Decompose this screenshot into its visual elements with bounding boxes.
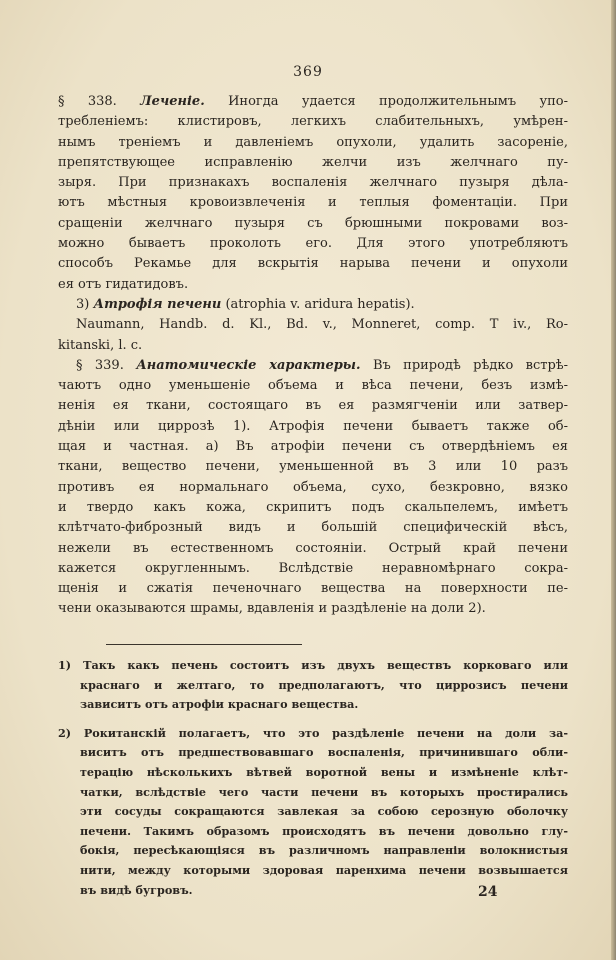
text-line: и твердо какъ кожа, скрипитъ подъ скальпелемъ, имѣетъ (58, 499, 568, 515)
text-line: щенія и сжатія печеночнаго вещества на поверхности пе- (58, 581, 568, 597)
text-line: ютъ мѣстныя кровоизвлеченія и теплыя фоментаціи. При (58, 195, 568, 211)
footnote-line: печени. Такимъ образомъ происходятъ въ печени довольно глу- (80, 823, 568, 838)
footnote-divider (106, 644, 302, 645)
paragraph (58, 356, 568, 620)
footnote-line: эти сосуды сокращаются завлекая за собою серозную оболочку (80, 804, 568, 819)
paragraph (58, 92, 568, 295)
section-heading: Анатомическіе характеры. (136, 357, 361, 373)
text-line (58, 295, 568, 315)
text-line: чаютъ одно уменьшеніе объема и вѣса печени, безъ измѣ- (58, 378, 568, 394)
footnote-line: чатки, вслѣдствіе чего части печени въ которыхъ простирались (80, 784, 568, 799)
text-line: зыря. При признакахъ воспаленія желчнаго пузыря дѣла- (58, 175, 568, 191)
text-line: kitanski, l. c. (58, 337, 143, 353)
footnote-line: зависитъ отъ атрофіи краснаго вещества. (80, 697, 359, 712)
text-line: чени оказываются шрамы, вдавленія и раздѣленіе на доли 2). (58, 601, 486, 617)
line-text: Въ природѣ рѣдко встрѣ- (372, 357, 568, 373)
footnote-line: виситъ отъ предшествовавшаго воспаленія, причинившаго обли- (80, 745, 568, 760)
text-line (58, 92, 568, 112)
text-line: ея отъ гидатидовъ. (58, 276, 189, 292)
footnote-line: 2) Рокитанскій полагаетъ, что это раздѣленіе печени на доли за- (58, 725, 568, 740)
section-number: 3) (76, 296, 90, 312)
text-line: ненія ея ткани, состоящаго въ ея размягченіи или затвер- (58, 398, 568, 414)
text-line: препятствующее исправленію желчи изъ желчнаго пу- (58, 154, 568, 170)
section-heading: Атрофія печени (93, 296, 222, 312)
footnote (58, 656, 568, 715)
footnote-line: краснаго и желтаго, то предполагаютъ, что циррозисъ печени (80, 677, 568, 692)
section-number: § 338. (58, 94, 117, 109)
text-line: можно бываетъ проколоть его. Для этого употребляютъ (58, 236, 568, 252)
text-line: щая и частная. а) Въ атрофіи печени съ отвердѣніемъ ея (58, 439, 568, 455)
text-line: сращеніи желчнаго пузыря съ брюшными покровами воз- (58, 215, 568, 231)
text-line: клѣтчато-фиброзный видъ и большій специфическій вѣсъ, (58, 520, 568, 536)
text-line: Naumann, Handb. d. Kl., Bd. v., Monneret, comp. T iv., Ro- (76, 317, 568, 333)
footnotes (58, 656, 568, 900)
paragraph (58, 295, 568, 315)
text-line: нежели въ естественномъ состояніи. Острый край печени (58, 540, 568, 556)
section-number: § 339. (76, 357, 124, 373)
text-line: способъ Рекамье для вскрытія нарыва печени и опухоли (58, 256, 568, 272)
text-line: требленіемъ: клистировъ, легкихъ слабительныхъ, умѣрен- (58, 114, 568, 130)
text-line (58, 356, 568, 376)
text-line: нымъ треніемъ и давленіемъ опухоли, удалить засореніе, (58, 134, 568, 150)
paragraph (58, 315, 568, 356)
text-line: кажется округленнымъ. Вслѣдствіе неравномѣрнаго сокра- (58, 560, 568, 576)
footnote-line: терацію нѣсколькихъ вѣтвей воротной вены и измѣненіе клѣт- (80, 764, 568, 779)
footnote (58, 724, 568, 900)
text-line: дѣніи или циррозѣ 1). Атрофія печени бываетъ также об- (58, 418, 568, 434)
footnote-line: бокія, пересѣкающіяся въ различномъ направленіи волокнистыя (80, 843, 568, 858)
footnote-line: нити, между которыми здоровая паренхима печени возвышается (80, 862, 568, 877)
text-line: противъ ея нормальнаго объема, сухо, безкровно, вязко (58, 479, 568, 495)
section-heading: Леченіе. (140, 94, 205, 109)
signature-mark: 24 (478, 884, 498, 900)
page-number: 369 (293, 64, 323, 80)
text-line: ткани, вещество печени, уменьшенной въ 3 или 10 разъ (58, 459, 568, 475)
footnote-gap (58, 715, 568, 724)
page-edge (611, 0, 616, 960)
line-text: (atrophia v. aridura hepatis). (225, 296, 415, 312)
footnote-line: въ видѣ бугровъ. (80, 882, 193, 897)
line-text: Иногда удается продолжительнымъ упо- (228, 94, 568, 109)
footnote-line: 1) Такъ какъ печень состоитъ изъ двухъ веществъ корковаго или (58, 658, 568, 672)
main-text (58, 92, 568, 620)
